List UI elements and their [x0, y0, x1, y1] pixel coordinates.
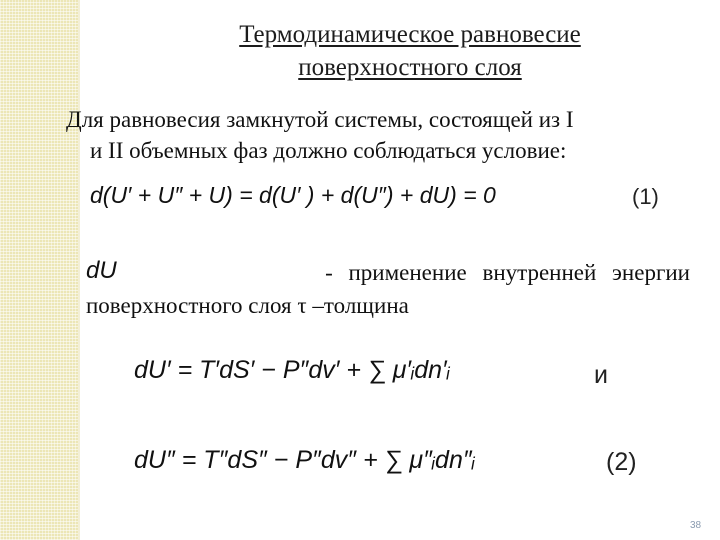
- equation-1: [90, 182, 496, 209]
- intro-line-1: Для равновесия замкнутой системы, состоящей из I: [66, 107, 574, 132]
- equation-2-text: dU′ = T′dS′ − P″dv′ + ∑ μ′ᵢdn′ᵢ: [134, 356, 450, 384]
- sidebar-divider: [78, 0, 80, 540]
- title-line-1: Термодинамическое равновесие: [239, 21, 581, 48]
- equation-1-text: d(U′ + U″ + U) = d(U′ ) + d(U″) + dU) = 0: [90, 182, 496, 208]
- title-line-2: поверхностного слоя: [298, 54, 522, 81]
- du-symbol: dU: [86, 257, 117, 284]
- decorative-sidebar: [0, 0, 78, 540]
- description-text: [86, 256, 690, 322]
- equation-3: [134, 446, 475, 475]
- intro-line-2: и II объемных фаз должно соблюдаться условие:: [90, 138, 567, 163]
- equation-3-text: dU″ = T″dS″ − P″dv″ + ∑ μ″ᵢdn″ᵢ: [134, 446, 475, 474]
- equation-3-number: (2): [606, 448, 637, 476]
- slide-title: [130, 18, 690, 84]
- equation-2: [134, 356, 450, 385]
- equation-2-conjunction: и: [594, 361, 608, 389]
- intro-text: [66, 104, 696, 166]
- description-line-1: - применение внутренней энергии: [325, 260, 690, 285]
- page-number: 38: [690, 520, 702, 531]
- equation-1-number: (1): [632, 184, 659, 209]
- description-line-2: поверхностного слоя τ –толщина: [86, 293, 409, 318]
